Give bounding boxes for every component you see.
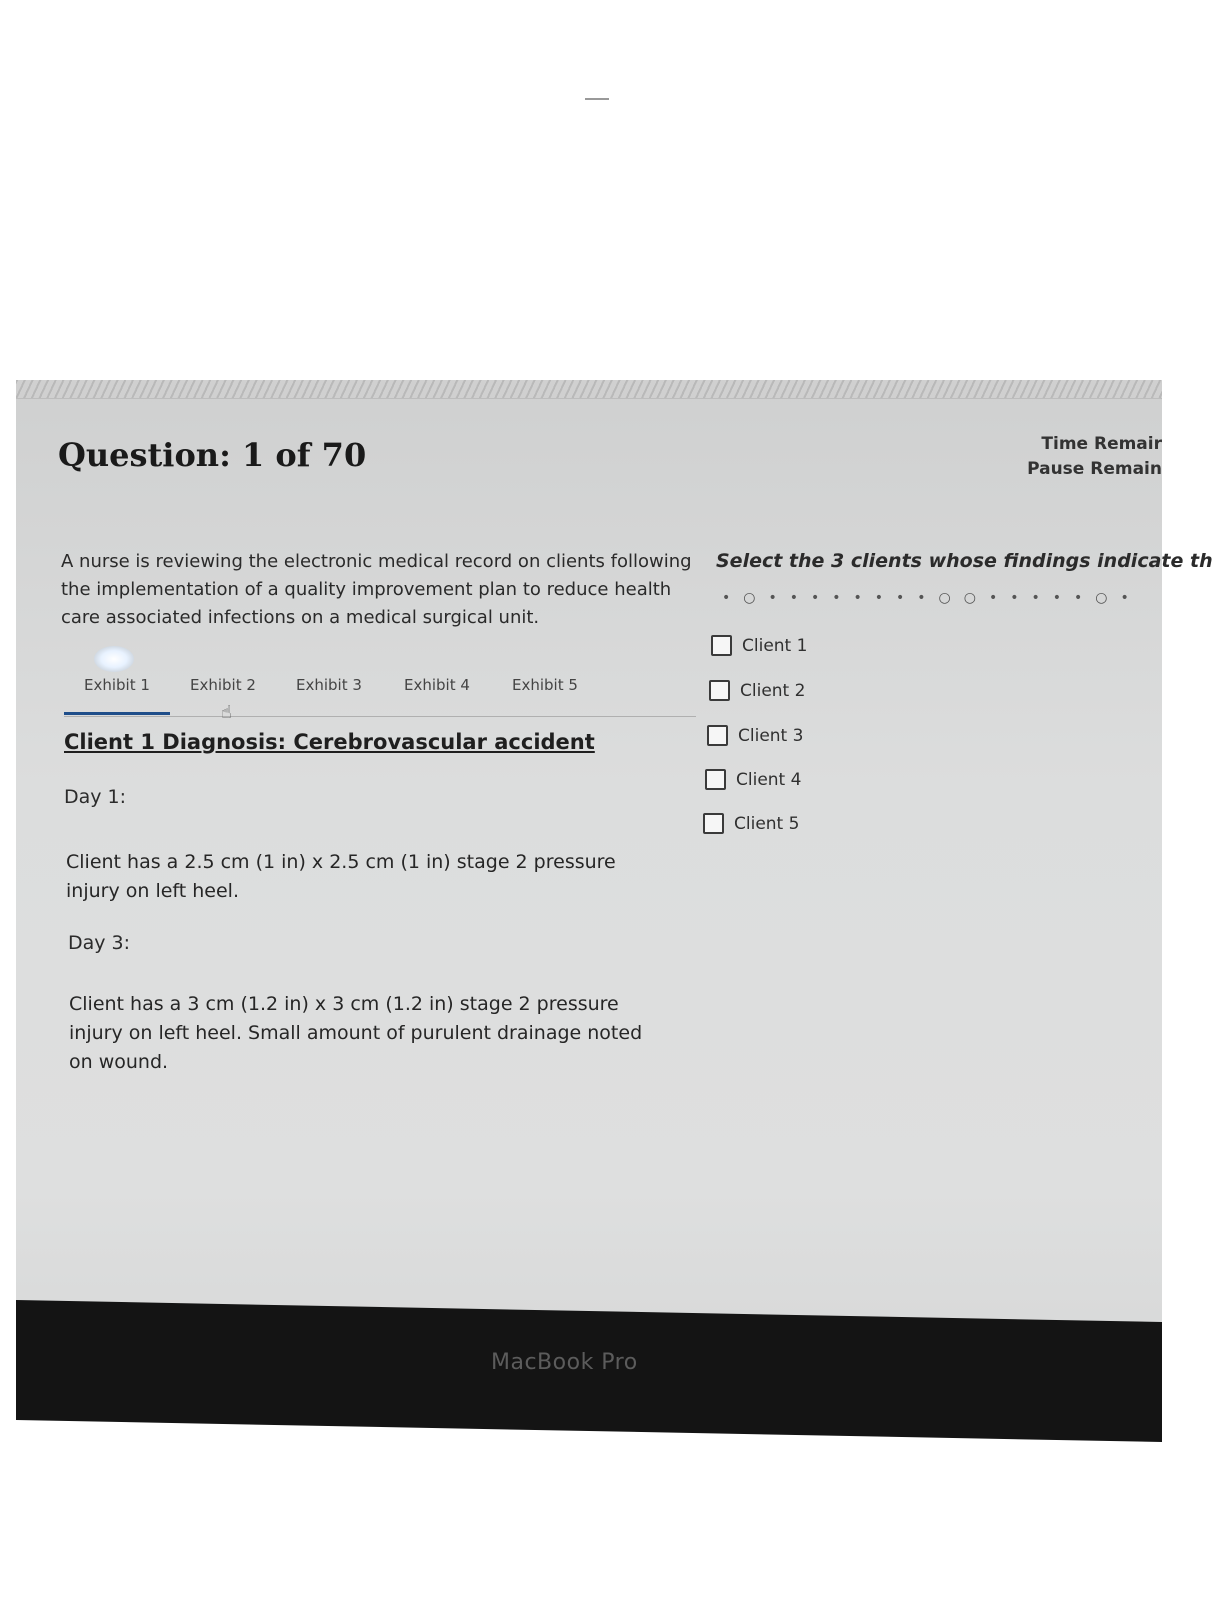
option-client-3[interactable] bbox=[707, 725, 803, 746]
checkbox-client-3[interactable] bbox=[707, 725, 728, 746]
option-client-5[interactable] bbox=[703, 813, 799, 834]
day-1-label: Day 1: bbox=[64, 786, 127, 808]
option-label-client-2: Client 2 bbox=[740, 680, 806, 701]
day-1-finding: Client has a 2.5 cm (1 in) x 2.5 cm (1 in) stage 2 pressure injury on left heel. bbox=[66, 851, 616, 902]
option-label-client-3: Client 3 bbox=[738, 725, 804, 746]
device-brand-label: MacBook Pro bbox=[491, 1350, 638, 1375]
checkbox-client-1[interactable] bbox=[711, 635, 732, 656]
tab-exhibit-4[interactable]: Exhibit 4 bbox=[404, 676, 470, 694]
day-3-label: Day 3: bbox=[68, 932, 131, 954]
exhibit-heading: Client 1 Diagnosis: Cerebrovascular accident bbox=[64, 730, 595, 754]
option-client-4[interactable] bbox=[705, 769, 801, 790]
option-client-2[interactable] bbox=[709, 680, 805, 701]
exhibit-tabs bbox=[64, 676, 696, 717]
option-label-client-5: Client 5 bbox=[734, 813, 800, 834]
option-client-1[interactable] bbox=[711, 635, 807, 656]
screen-glare bbox=[94, 646, 134, 672]
tab-exhibit-3[interactable]: Exhibit 3 bbox=[296, 676, 362, 694]
faint-header-mark bbox=[585, 98, 609, 100]
timer-panel bbox=[1027, 432, 1162, 482]
browser-chrome-strip bbox=[16, 380, 1162, 399]
tab-exhibit-1[interactable]: Exhibit 1 bbox=[84, 676, 150, 694]
tab-exhibit-5[interactable]: Exhibit 5 bbox=[512, 676, 578, 694]
option-label-client-4: Client 4 bbox=[736, 769, 802, 790]
pause-remaining-label: Pause Remain bbox=[1027, 459, 1162, 479]
question-stem: A nurse is reviewing the electronic medical record on clients following the implementation of a quality improvement plan to reduce health care associated infections on a medical surgical unit. bbox=[61, 551, 692, 628]
option-label-client-1: Client 1 bbox=[742, 635, 808, 656]
laptop-screen-photo bbox=[16, 380, 1213, 1394]
progress-dots: •○••••••••○○•••••○• bbox=[722, 590, 1142, 606]
day-3-finding: Client has a 3 cm (1.2 in) x 3 cm (1.2 in) stage 2 pressure injury on left heel. Small amount of purulent drainage noted on wound. bbox=[69, 993, 643, 1073]
tab-exhibit-2[interactable]: Exhibit 2 bbox=[190, 676, 256, 694]
question-prompt: Select the 3 clients whose findings indicate th bbox=[716, 550, 1213, 572]
checkbox-client-5[interactable] bbox=[703, 813, 724, 834]
time-remaining-label: Time Remair bbox=[1041, 434, 1162, 454]
question-counter: Question: 1 of 70 bbox=[58, 436, 367, 474]
checkbox-client-2[interactable] bbox=[709, 680, 730, 701]
hand-cursor-icon: ☝ bbox=[221, 702, 232, 723]
checkbox-client-4[interactable] bbox=[705, 769, 726, 790]
